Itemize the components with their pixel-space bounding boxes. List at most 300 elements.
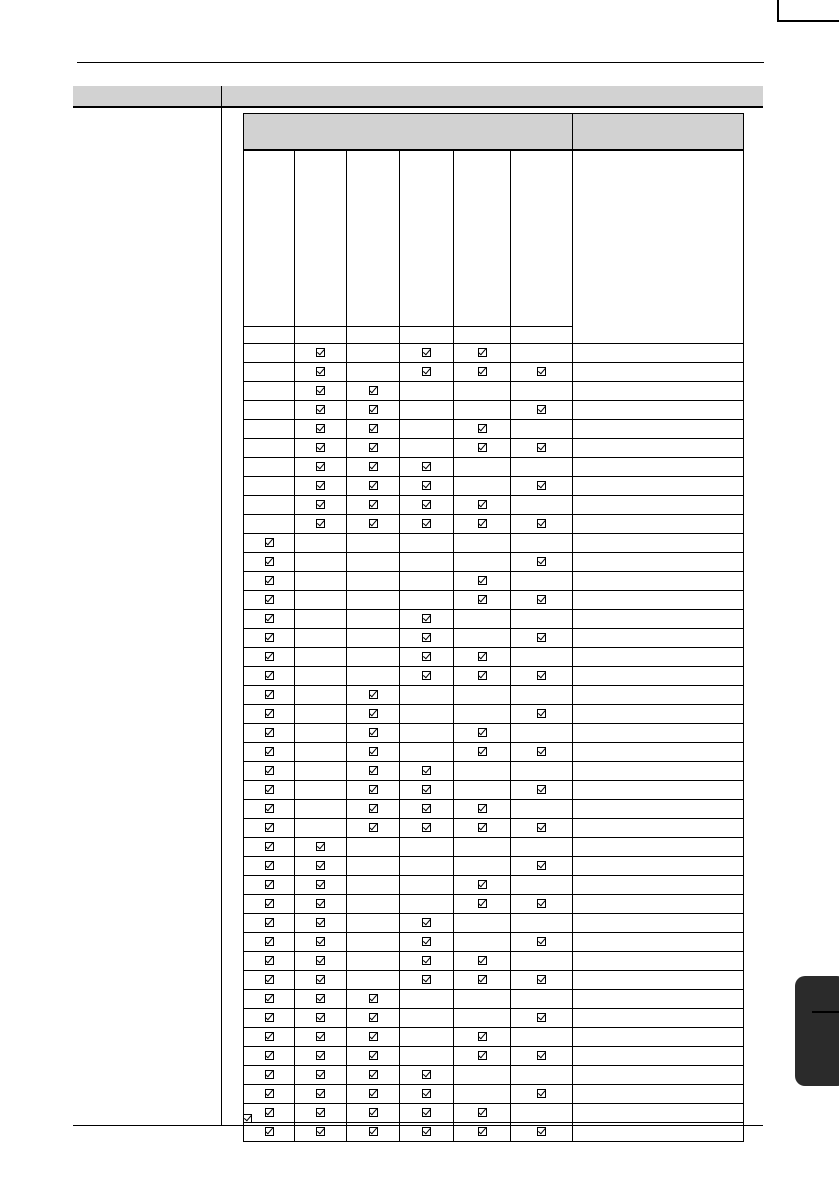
- table-cell: [400, 458, 454, 477]
- col-header-2: [295, 150, 347, 327]
- table-cell: [295, 534, 347, 553]
- table-cell: [347, 439, 400, 458]
- table-cell: [347, 800, 400, 819]
- table-cell: [295, 477, 347, 496]
- table-cell: [511, 1123, 573, 1142]
- table-cell: [347, 382, 400, 401]
- column-divider: [221, 86, 222, 1126]
- checked-box-icon: [316, 899, 325, 908]
- table-cell: [244, 686, 295, 705]
- checked-box-icon: [422, 937, 431, 946]
- table-row: [244, 971, 744, 990]
- checked-box-icon: [316, 975, 325, 984]
- table-row: [244, 496, 744, 515]
- checked-box-icon: [478, 500, 487, 509]
- table-cell: [295, 705, 347, 724]
- description-cell: [573, 401, 744, 420]
- table-cell: [454, 629, 511, 648]
- table-cell: [454, 781, 511, 800]
- table-cell: [511, 648, 573, 667]
- checked-box-icon: [369, 1089, 378, 1098]
- table-cell: [454, 1047, 511, 1066]
- checked-box-icon: [422, 633, 431, 642]
- table-cell: [295, 990, 347, 1009]
- table-cell: [400, 1123, 454, 1142]
- table-cell: [295, 458, 347, 477]
- table-cell: [400, 762, 454, 781]
- checked-box-icon: [316, 348, 325, 357]
- checked-box-icon: [478, 747, 487, 756]
- col-header-6: [511, 150, 573, 327]
- table-cell: [454, 648, 511, 667]
- table-row: [244, 1123, 744, 1142]
- checked-box-icon: [537, 633, 546, 642]
- table-row: [244, 401, 744, 420]
- checked-box-icon: [265, 994, 274, 1003]
- checked-box-icon: [537, 1013, 546, 1022]
- table-cell: [295, 838, 347, 857]
- checked-box-icon: [265, 1070, 274, 1079]
- table-cell: [511, 572, 573, 591]
- table-cell: [347, 344, 400, 363]
- checked-box-icon: [422, 766, 431, 775]
- table-cell: [454, 800, 511, 819]
- table-cell: [454, 743, 511, 762]
- table-cell: [347, 819, 400, 838]
- table-row: [244, 344, 744, 363]
- checked-box-icon: [265, 1013, 274, 1022]
- table-row: [244, 610, 744, 629]
- table-cell: [400, 1009, 454, 1028]
- checked-box-icon: [265, 1127, 274, 1136]
- checked-box-icon: [422, 348, 431, 357]
- table-cell: [244, 382, 295, 401]
- checked-box-icon: [537, 823, 546, 832]
- table-cell: [454, 686, 511, 705]
- table-cell: [295, 1066, 347, 1085]
- table-cell: [400, 857, 454, 876]
- checked-box-icon: [316, 1127, 325, 1136]
- table-cell: [454, 1066, 511, 1085]
- checked-box-icon: [369, 519, 378, 528]
- checked-box-icon: [537, 443, 546, 452]
- table-cell: [400, 591, 454, 610]
- table-cell: [511, 1085, 573, 1104]
- description-cell: [573, 1085, 744, 1104]
- table-row: [244, 857, 744, 876]
- checked-box-icon: [369, 1127, 378, 1136]
- table-cell: [244, 705, 295, 724]
- checked-box-icon: [316, 1013, 325, 1022]
- table-cell: [347, 933, 400, 952]
- table-header-row: [244, 114, 744, 151]
- checked-box-icon: [422, 956, 431, 965]
- table-cell: [511, 781, 573, 800]
- description-cell: [573, 1028, 744, 1047]
- table-row: [244, 838, 744, 857]
- table-cell: [400, 382, 454, 401]
- table-cell: [400, 781, 454, 800]
- table-row: [244, 933, 744, 952]
- table-cell: [295, 591, 347, 610]
- checked-box-icon: [316, 1070, 325, 1079]
- table-cell: [400, 686, 454, 705]
- checked-box-icon: [265, 975, 274, 984]
- description-cell: [573, 382, 744, 401]
- table-cell: [244, 496, 295, 515]
- checked-box-icon: [537, 709, 546, 718]
- table-row: [244, 420, 744, 439]
- checked-box-icon: [265, 937, 274, 946]
- checked-box-icon: [369, 424, 378, 433]
- table-cell: [511, 705, 573, 724]
- checked-box-icon: [422, 1108, 431, 1117]
- checked-box-icon: [478, 443, 487, 452]
- checked-box-icon: [537, 595, 546, 604]
- col-header-3: [347, 150, 400, 327]
- checked-box-icon: [478, 880, 487, 889]
- table-row: [244, 648, 744, 667]
- table-cell: [347, 534, 400, 553]
- checked-box-icon: [316, 424, 325, 433]
- table-row: [244, 1047, 744, 1066]
- table-cell: [244, 857, 295, 876]
- table-cell: [454, 705, 511, 724]
- table-row: [244, 363, 744, 382]
- col-header-4: [400, 150, 454, 327]
- description-cell: [573, 857, 744, 876]
- table-cell: [454, 1028, 511, 1047]
- table-row: [244, 1066, 744, 1085]
- table-cell: [347, 1085, 400, 1104]
- table-cell: [454, 914, 511, 933]
- table-cell: [400, 629, 454, 648]
- table-cell: [511, 933, 573, 952]
- table-cell: [511, 439, 573, 458]
- description-cell: [573, 952, 744, 971]
- checked-box-icon: [265, 595, 274, 604]
- table-row: [244, 705, 744, 724]
- checked-box-icon: [265, 652, 274, 661]
- checked-box-icon: [537, 367, 546, 376]
- table-cell: [347, 420, 400, 439]
- checked-box-icon: [478, 728, 487, 737]
- table-cell: [295, 914, 347, 933]
- table-row: [244, 553, 744, 572]
- checked-box-icon: [537, 519, 546, 528]
- combination-table: [243, 113, 744, 1142]
- table-cell: [244, 933, 295, 952]
- table-cell: [244, 1028, 295, 1047]
- table-cell: [400, 933, 454, 952]
- table-cell: [454, 1009, 511, 1028]
- checked-box-icon: [369, 1032, 378, 1041]
- table-cell: [454, 762, 511, 781]
- table-row: [244, 515, 744, 534]
- table-cell: [400, 648, 454, 667]
- checked-box-icon: [316, 861, 325, 870]
- col-header-1: [244, 150, 295, 327]
- checked-box-icon: [478, 595, 487, 604]
- checked-box-icon: [478, 367, 487, 376]
- checked-box-icon: [265, 633, 274, 642]
- table-cell: [511, 553, 573, 572]
- checked-box-icon: [265, 918, 274, 927]
- checked-box-icon: [537, 671, 546, 680]
- checked-box-icon: [537, 937, 546, 946]
- table-cell: [454, 933, 511, 952]
- table-cell: [295, 895, 347, 914]
- table-cell: [295, 781, 347, 800]
- table-cell: [244, 591, 295, 610]
- checked-box-icon: [537, 481, 546, 490]
- checked-box-icon: [422, 614, 431, 623]
- table-row: [244, 439, 744, 458]
- table-row: [244, 591, 744, 610]
- table-cell: [511, 762, 573, 781]
- section-tab-line: [812, 1011, 839, 1013]
- description-cell: [573, 553, 744, 572]
- checked-box-icon: [422, 1127, 431, 1136]
- table-cell: [400, 1066, 454, 1085]
- table-row: [244, 572, 744, 591]
- description-cell: [573, 686, 744, 705]
- table-cell: [295, 420, 347, 439]
- description-cell: [573, 895, 744, 914]
- table-cell: [400, 515, 454, 534]
- table-cell: [400, 439, 454, 458]
- table-cell: [295, 857, 347, 876]
- table-cell: [511, 914, 573, 933]
- table-cell: [347, 1123, 400, 1142]
- checked-box-icon: [369, 1108, 378, 1117]
- table-row: [244, 382, 744, 401]
- table-cell: [347, 686, 400, 705]
- checked-box-icon: [369, 766, 378, 775]
- table-cell: [295, 648, 347, 667]
- section-header-band: [73, 86, 763, 106]
- table-cell: [244, 971, 295, 990]
- description-cell: [573, 914, 744, 933]
- checked-box-icon: [243, 1114, 252, 1123]
- table-cell: [454, 553, 511, 572]
- checked-box-icon: [265, 823, 274, 832]
- checked-box-icon: [265, 538, 274, 547]
- description-cell: [573, 1066, 744, 1085]
- checked-box-icon: [537, 1051, 546, 1060]
- table-cell: [511, 629, 573, 648]
- table-cell: [511, 667, 573, 686]
- table-cell: [454, 895, 511, 914]
- description-cell: [573, 781, 744, 800]
- checked-box-icon: [265, 614, 274, 623]
- table-cell: [454, 496, 511, 515]
- table-cell: [347, 857, 400, 876]
- table-cell: [511, 1104, 573, 1123]
- table-cell: [244, 363, 295, 382]
- description-cell: [573, 971, 744, 990]
- checked-box-icon: [537, 405, 546, 414]
- table-cell: [295, 762, 347, 781]
- description-cell: [573, 439, 744, 458]
- checked-box-icon: [422, 367, 431, 376]
- checked-box-icon: [422, 462, 431, 471]
- checked-box-icon: [422, 671, 431, 680]
- table-cell: [244, 610, 295, 629]
- checked-box-icon: [537, 899, 546, 908]
- description-cell: [573, 705, 744, 724]
- table-cell: [347, 477, 400, 496]
- checked-box-icon: [369, 709, 378, 718]
- table-cell: [511, 591, 573, 610]
- checked-box-icon: [316, 367, 325, 376]
- checked-box-icon: [478, 652, 487, 661]
- table-cell: [295, 819, 347, 838]
- table-cell: [400, 496, 454, 515]
- checked-box-icon: [316, 386, 325, 395]
- crop-mark-top-right-h: [779, 20, 839, 22]
- checked-box-icon: [265, 690, 274, 699]
- description-cell: [573, 496, 744, 515]
- crop-mark-top-right: [777, 0, 779, 22]
- table-cell: [454, 572, 511, 591]
- table-row: [244, 1009, 744, 1028]
- table-cell: [400, 876, 454, 895]
- table-cell: [400, 401, 454, 420]
- checked-box-icon: [265, 557, 274, 566]
- table-row: [244, 990, 744, 1009]
- col-header-description: [573, 150, 744, 344]
- checked-box-icon: [316, 937, 325, 946]
- table-cell: [347, 781, 400, 800]
- checked-box-icon: [316, 1032, 325, 1041]
- table-cell: [295, 1085, 347, 1104]
- checked-box-icon: [265, 880, 274, 889]
- description-cell: [573, 1123, 744, 1142]
- description-cell: [573, 800, 744, 819]
- table-cell: [295, 1104, 347, 1123]
- table-cell: [244, 762, 295, 781]
- checked-box-icon: [316, 842, 325, 851]
- table-cell: [244, 914, 295, 933]
- description-cell: [573, 477, 744, 496]
- table-cell: [244, 800, 295, 819]
- table-cell: [347, 838, 400, 857]
- checked-box-icon: [369, 405, 378, 414]
- table-cell: [347, 553, 400, 572]
- table-cell: [400, 572, 454, 591]
- table-row: [244, 534, 744, 553]
- table-cell: [511, 420, 573, 439]
- checked-box-icon: [265, 861, 274, 870]
- table-cell: [347, 724, 400, 743]
- table-cell: [400, 553, 454, 572]
- table-cell: [511, 724, 573, 743]
- checked-box-icon: [369, 1070, 378, 1079]
- table-cell: [511, 743, 573, 762]
- table-row: [244, 1085, 744, 1104]
- checked-box-icon: [369, 1013, 378, 1022]
- table-cell: [347, 1047, 400, 1066]
- table-cell: [400, 914, 454, 933]
- table-cell: [295, 515, 347, 534]
- table-cell: [347, 458, 400, 477]
- table-cell: [511, 1047, 573, 1066]
- section-header-bottom-rule: [73, 106, 763, 108]
- table-row: [244, 629, 744, 648]
- table-cell: [511, 363, 573, 382]
- checked-box-icon: [369, 1051, 378, 1060]
- checked-box-icon: [478, 1051, 487, 1060]
- legend: [243, 1110, 252, 1128]
- checked-box-icon: [316, 405, 325, 414]
- table-cell: [244, 876, 295, 895]
- checked-box-icon: [478, 975, 487, 984]
- checked-box-icon: [537, 1127, 546, 1136]
- table-cell: [244, 515, 295, 534]
- table-cell: [400, 1047, 454, 1066]
- table-cell: [400, 534, 454, 553]
- table-cell: [511, 838, 573, 857]
- table-cell: [295, 401, 347, 420]
- table-cell: [347, 515, 400, 534]
- table-cell: [295, 1009, 347, 1028]
- table-cell: [454, 363, 511, 382]
- table-row: [244, 1028, 744, 1047]
- table-cell: [511, 496, 573, 515]
- table-cell: [347, 1066, 400, 1085]
- table-cell: [295, 686, 347, 705]
- table-cell: [400, 819, 454, 838]
- checked-box-icon: [478, 348, 487, 357]
- table-cell: [454, 724, 511, 743]
- table-cell: [244, 344, 295, 363]
- description-cell: [573, 1104, 744, 1123]
- table-cell: [295, 553, 347, 572]
- checked-box-icon: [316, 956, 325, 965]
- table-cell: [244, 534, 295, 553]
- table-cell: [400, 800, 454, 819]
- table-cell: [400, 667, 454, 686]
- table-cell: [244, 724, 295, 743]
- checked-box-icon: [369, 500, 378, 509]
- table-cell: [400, 477, 454, 496]
- table-cell: [244, 990, 295, 1009]
- table-cell: [244, 781, 295, 800]
- col-header-5: [454, 150, 511, 327]
- checked-box-icon: [369, 481, 378, 490]
- table-cell: [347, 705, 400, 724]
- table-cell: [244, 1085, 295, 1104]
- checked-box-icon: [265, 671, 274, 680]
- table-cell: [295, 439, 347, 458]
- description-cell: [573, 1047, 744, 1066]
- table-cell: [295, 724, 347, 743]
- table-row: [244, 477, 744, 496]
- table-cell: [511, 458, 573, 477]
- table-cell: [347, 610, 400, 629]
- checked-box-icon: [369, 462, 378, 471]
- checked-box-icon: [478, 899, 487, 908]
- checked-box-icon: [369, 785, 378, 794]
- table-cell: [511, 952, 573, 971]
- table-cell: [244, 629, 295, 648]
- table-cell: [454, 819, 511, 838]
- table-cell: [511, 515, 573, 534]
- table-cell: [511, 1009, 573, 1028]
- table-cell: [244, 743, 295, 762]
- table-cell: [295, 363, 347, 382]
